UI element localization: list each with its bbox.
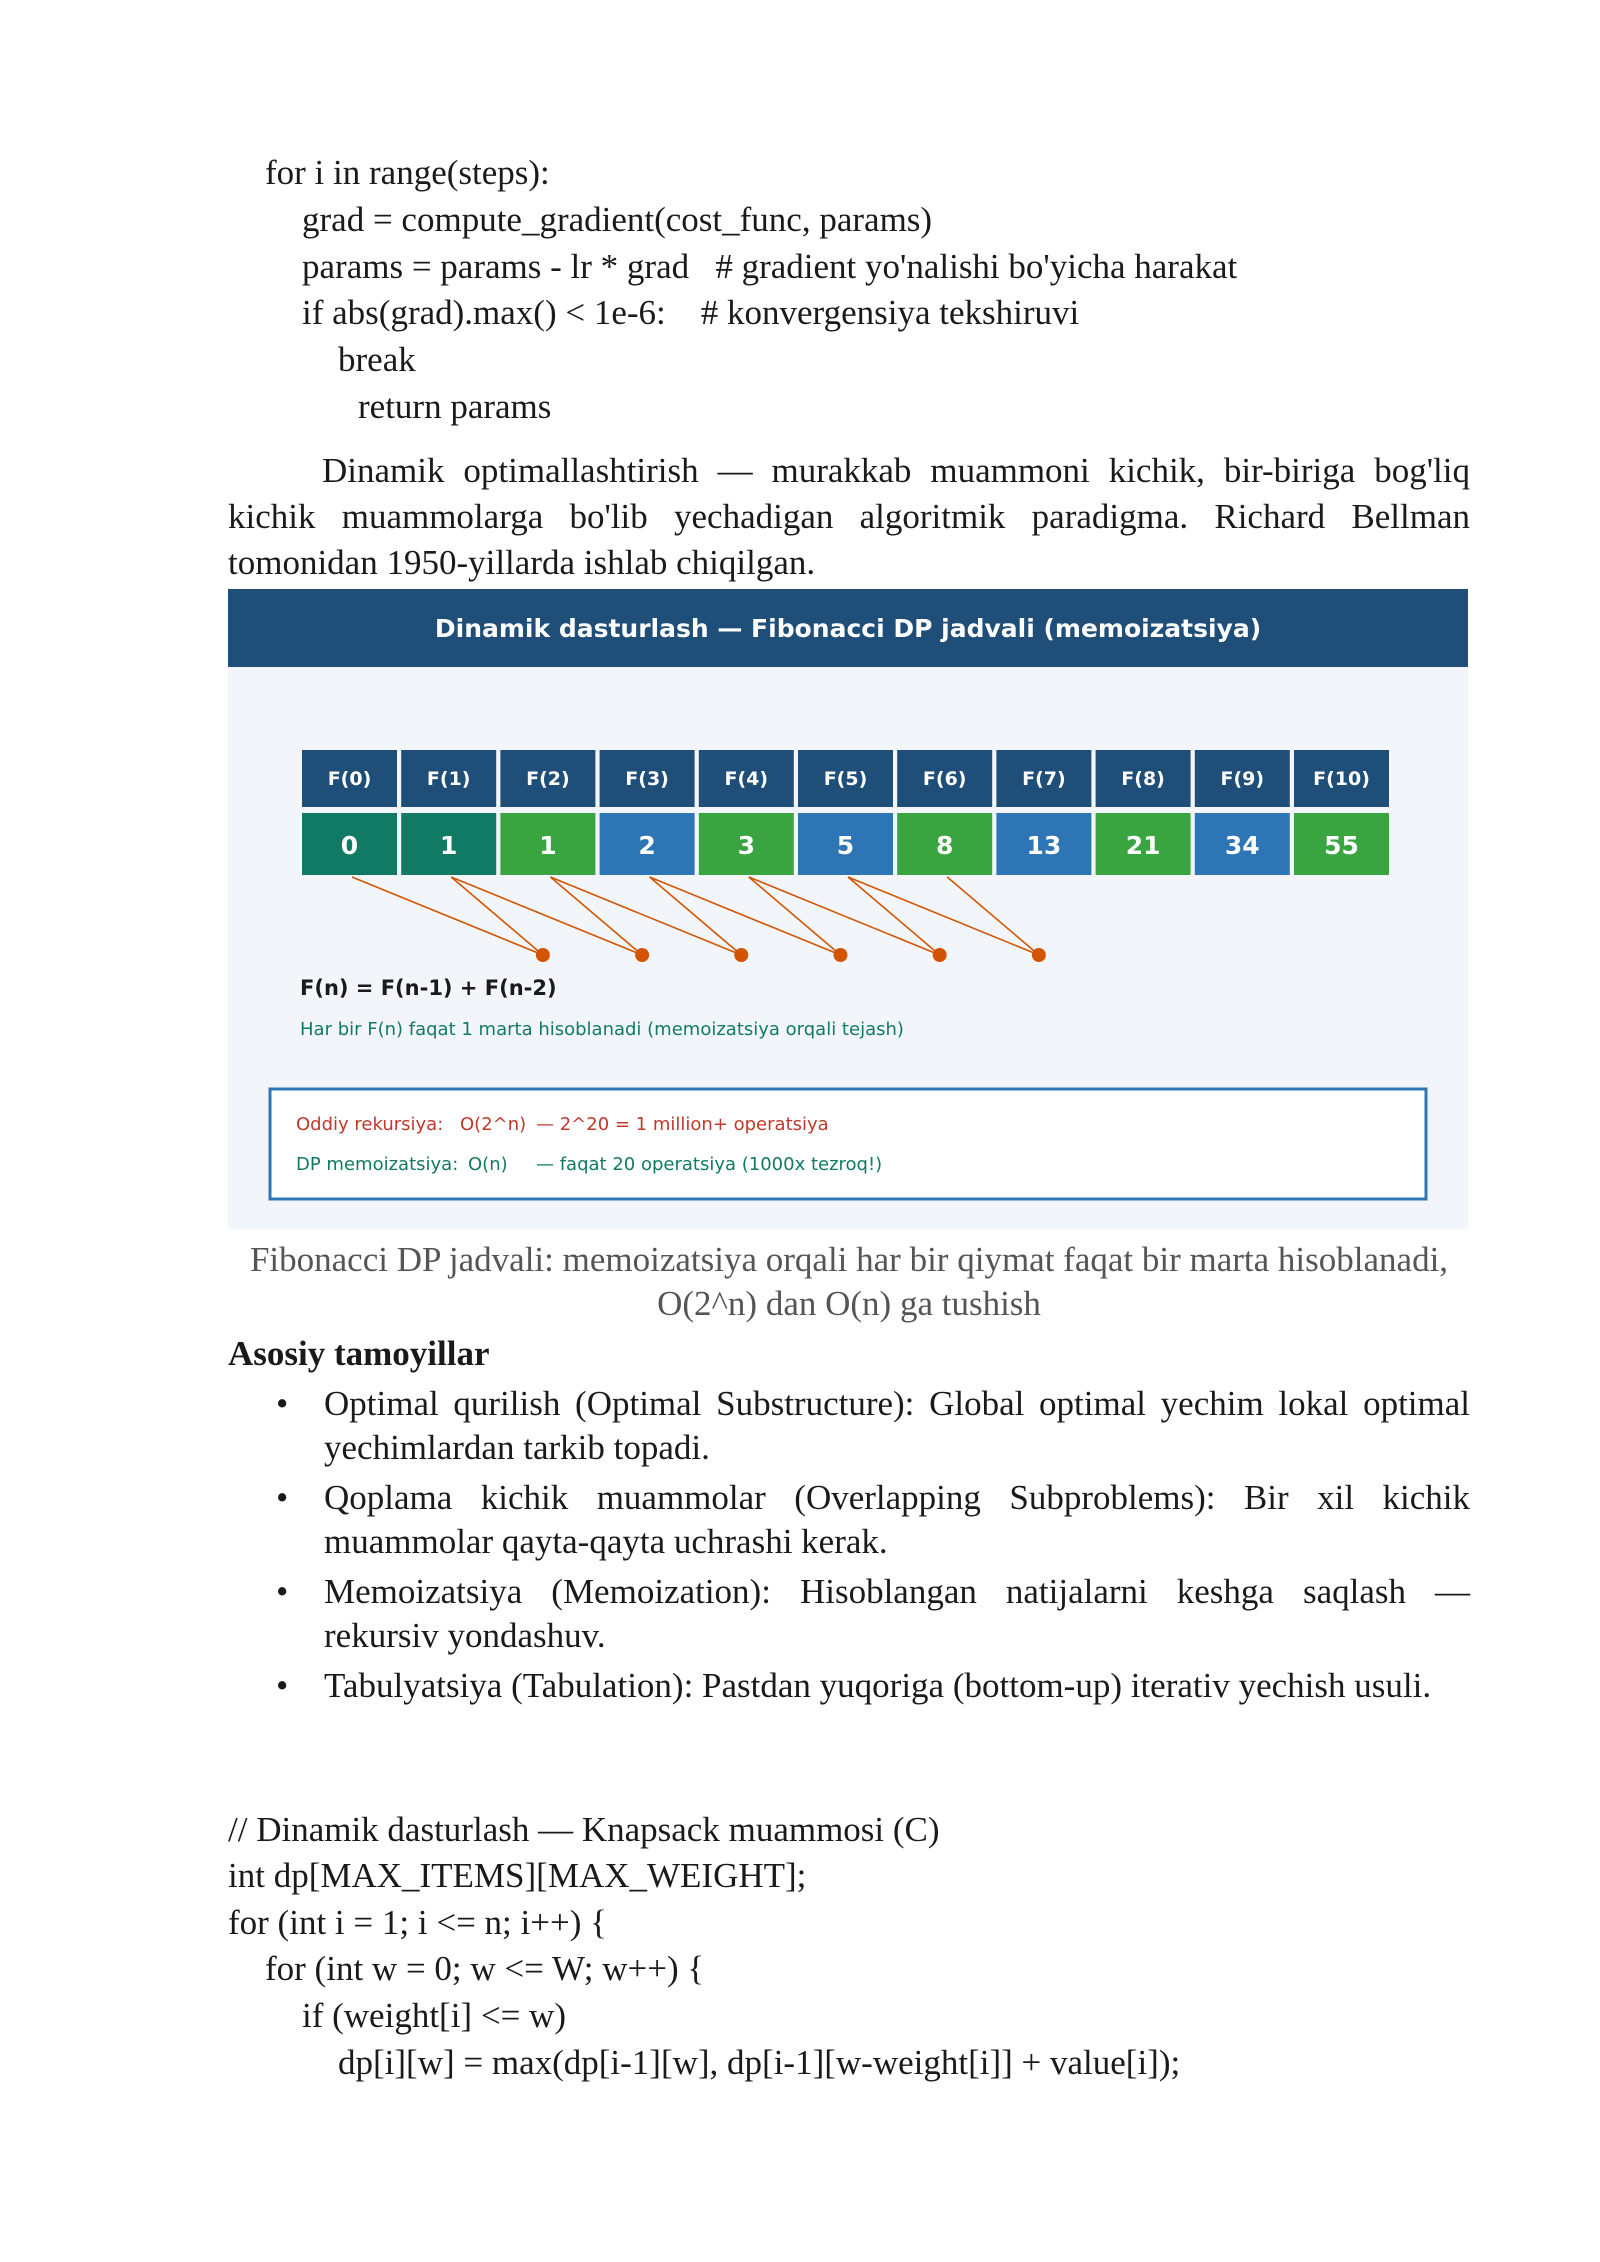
code-line: if abs(grad).max() < 1e-6: # konvergensiya tekshiruvi <box>302 293 1080 332</box>
dp-memoization-label: DP memoizatsiya: <box>296 1154 459 1175</box>
code-line: if (weight[i] <= w) <box>302 1996 566 2035</box>
code-line: grad = compute_gradient(cost_func, params) <box>302 200 933 239</box>
dependency-arrow <box>947 877 1039 955</box>
list-item-text: Qoplama kichik muammolar (Overlapping Subproblems): Bir xil kichik muammolar qayta-qayta uchrashi kerak. <box>324 1478 1470 1561</box>
value-text: 2 <box>638 831 656 860</box>
bullet-icon: • <box>276 1572 289 1611</box>
naive-recursion-complexity: O(2^n) <box>460 1114 527 1135</box>
dependency-dot <box>834 948 848 962</box>
code-line: params = params - lr * grad # gradient yo'nalishi bo'yicha harakat <box>302 247 1238 286</box>
fibonacci-dp-diagram <box>228 589 1468 1229</box>
memoization-note: Har bir F(n) faqat 1 marta hisoblanadi (memoizatsiya orqali tejash) <box>300 1019 904 1040</box>
bullet-icon: • <box>276 1666 289 1705</box>
section-heading: Asosiy tamoyillar <box>228 1334 490 1373</box>
naive-recursion-label: Oddiy rekursiya: <box>296 1114 444 1135</box>
dependency-arrow <box>650 877 742 955</box>
list-item-text: Memoizatsiya (Memoization): Hisoblangan natijalarni keshga saqlash — rekursiv yondashuv. <box>324 1572 1470 1655</box>
dependency-dot <box>635 948 649 962</box>
dependency-dot <box>1032 948 1046 962</box>
dependency-dot <box>933 948 947 962</box>
label-text: F(0) <box>327 768 372 790</box>
value-text: 1 <box>439 831 458 860</box>
list-item <box>228 1664 1470 1708</box>
value-text: 34 <box>1224 831 1260 860</box>
label-text: F(1) <box>426 768 471 790</box>
dependency-arrow <box>749 877 940 955</box>
value-text: 3 <box>737 831 756 860</box>
list-item <box>228 1382 1470 1470</box>
label-text: F(8) <box>1121 768 1165 790</box>
fibonacci-figure <box>228 589 1468 1229</box>
code-line: return params <box>358 387 552 426</box>
dependency-arrow <box>848 877 1039 955</box>
bullet-icon: • <box>276 1478 289 1517</box>
dependency-dot <box>536 948 550 962</box>
label-text: F(5) <box>823 768 868 790</box>
label-text: F(10) <box>1313 768 1370 790</box>
value-text: 1 <box>539 831 557 860</box>
value-text: 21 <box>1125 831 1161 860</box>
naive-recursion-description: — 2^20 = 1 million+ operatsiya <box>536 1114 829 1135</box>
dp-memoization-complexity: O(n) <box>468 1154 508 1175</box>
figure-caption: Fibonacci DP jadvali: memoizatsiya orqali har bir qiymat faqat bir marta hisoblanadi, O(2^n) dan O(n) ga tushish <box>249 1240 1449 1323</box>
label-text: F(7) <box>1022 768 1066 790</box>
dependency-arrow <box>550 877 642 955</box>
label-text: F(9) <box>1220 768 1265 790</box>
code-line: // Dinamik dasturlash — Knapsack muammosi (C) <box>228 1810 940 1849</box>
code-line: for (int i = 1; i <= n; i++) { <box>228 1903 607 1942</box>
value-text: 8 <box>935 831 954 860</box>
dependency-arrow <box>451 877 543 955</box>
label-text: F(6) <box>922 768 967 790</box>
dp-memoization-description: — faqat 20 operatsiya (1000x tezroq!) <box>536 1154 883 1175</box>
code-line: int dp[MAX_ITEMS][MAX_WEIGHT]; <box>228 1856 807 1895</box>
list-item-text: Tabulyatsiya (Tabulation): Pastdan yuqoriga (bottom-up) iterativ yechish usuli. <box>324 1666 1432 1705</box>
dependency-arrow <box>848 877 940 955</box>
intro-paragraph: Dinamik optimallashtirish — murakkab muammoni kichik, bir-biriga bog'liq kichik muammolarga bo'lib yechadigan algoritmik paradigma. Richard Bellman tomonidan 1950-yillarda ishlab chiqilgan. <box>228 451 1470 582</box>
recurrence-formula: F(n) = F(n-1) + F(n-2) <box>300 976 557 1000</box>
value-text: 0 <box>340 831 359 860</box>
value-text: 55 <box>1324 831 1359 860</box>
dp-table <box>302 750 1389 875</box>
code-line: break <box>338 340 416 379</box>
list-item <box>228 1476 1470 1564</box>
code-line: for (int w = 0; w <= W; w++) { <box>265 1949 705 1988</box>
code-line: dp[i][w] = max(dp[i-1][w], dp[i-1][w-weight[i]] + value[i]); <box>338 2043 1181 2082</box>
dependency-arrow <box>352 877 543 955</box>
dependency-arrow <box>650 877 841 955</box>
value-text: 13 <box>1026 831 1062 860</box>
dependency-arrows <box>352 877 1046 962</box>
list-item-text: Optimal qurilish (Optimal Substructure): Global optimal yechim lokal optimal yechimlardan tarkib topadi. <box>324 1384 1470 1467</box>
complexity-comparison-box <box>270 1089 1426 1199</box>
code-line: for i in range(steps): <box>265 153 550 192</box>
dependency-arrow <box>749 877 841 955</box>
dependency-arrow <box>451 877 642 955</box>
label-text: F(4) <box>724 768 769 790</box>
label-text: F(3) <box>625 768 669 790</box>
figure-title: Dinamik dasturlash — Fibonacci DP jadvali (memoizatsiya) <box>434 614 1262 643</box>
dependency-arrow <box>550 877 741 955</box>
label-text: F(2) <box>526 768 570 790</box>
value-text: 5 <box>836 831 855 860</box>
list-item <box>228 1570 1470 1658</box>
dependency-dot <box>734 948 748 962</box>
bullet-icon: • <box>276 1384 289 1423</box>
